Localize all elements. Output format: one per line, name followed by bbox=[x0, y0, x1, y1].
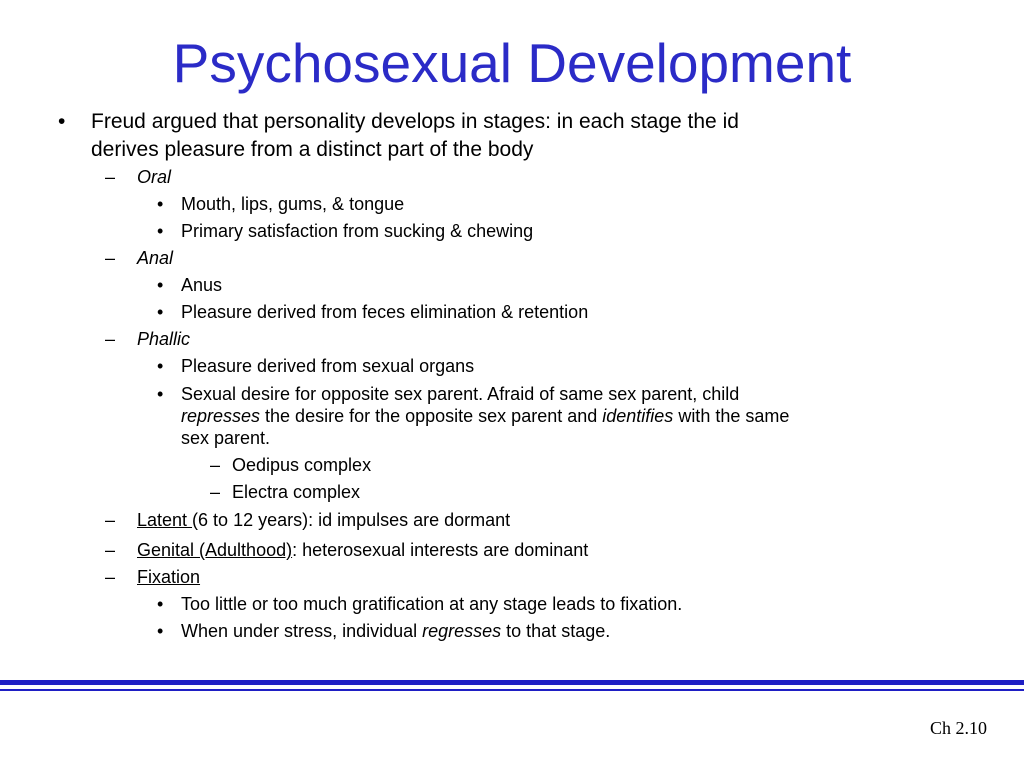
phallic-item-2-line-1: Sexual desire for opposite sex parent. Afraid of same sex parent, child bbox=[181, 384, 740, 404]
complex-electra: Electra complex bbox=[232, 482, 361, 502]
phallic-item-2-line-3: sex parent. bbox=[181, 428, 271, 448]
dash-marker: – bbox=[105, 329, 116, 349]
intro-line-1: Freud argued that personality develops in stages: in each stage the id bbox=[91, 110, 739, 133]
dash-marker: – bbox=[105, 510, 116, 530]
stage-anal-label: Anal bbox=[137, 248, 174, 268]
phallic-item-1: Pleasure derived from sexual organs bbox=[181, 356, 475, 376]
bullet-marker: • bbox=[157, 384, 164, 404]
stage-genital: Genital (Adulthood): heterosexual interests are dominant bbox=[137, 540, 589, 560]
dash-marker: – bbox=[105, 540, 116, 560]
anal-item-1: Anus bbox=[181, 275, 223, 295]
dash-marker: – bbox=[105, 248, 116, 268]
phallic-item-2-line-2: represses the desire for the opposite sex parent and identifies with the same bbox=[181, 406, 790, 426]
bullet-marker: • bbox=[157, 356, 164, 376]
oral-item-1: Mouth, lips, gums, & tongue bbox=[181, 194, 405, 214]
fixation-item-1: Too little or too much gratification at any stage leads to fixation. bbox=[181, 594, 683, 614]
dash-marker: – bbox=[210, 482, 221, 502]
stage-latent: Latent (6 to 12 years): id impulses are dormant bbox=[137, 510, 511, 530]
fixation-label: Fixation bbox=[137, 567, 201, 587]
bullet-marker: • bbox=[157, 621, 164, 641]
bullet-marker: • bbox=[157, 194, 164, 214]
intro-line-2: derives pleasure from a distinct part of the body bbox=[91, 138, 534, 161]
slide-title: Psychosexual Development bbox=[172, 32, 852, 94]
slide-number: Ch 2.10 bbox=[929, 718, 987, 738]
bullet-marker: • bbox=[157, 275, 164, 295]
dash-marker: – bbox=[105, 567, 116, 587]
bullet-marker: • bbox=[157, 221, 164, 241]
oral-item-2: Primary satisfaction from sucking & chewing bbox=[181, 221, 534, 241]
fixation-item-2: When under stress, individual regresses to that stage. bbox=[181, 621, 611, 641]
bullet-marker: • bbox=[157, 594, 164, 614]
bullet-marker: • bbox=[58, 110, 66, 133]
dash-marker: – bbox=[210, 455, 221, 475]
stage-phallic-label: Phallic bbox=[137, 329, 191, 349]
complex-oedipus: Oedipus complex bbox=[232, 455, 372, 475]
anal-item-2: Pleasure derived from feces elimination & retention bbox=[181, 302, 589, 322]
footer-divider-thin bbox=[0, 689, 1024, 691]
bullet-marker: • bbox=[157, 302, 164, 322]
footer-divider-thick bbox=[0, 680, 1024, 685]
stage-oral-label: Oral bbox=[137, 167, 172, 187]
dash-marker: – bbox=[105, 167, 116, 187]
